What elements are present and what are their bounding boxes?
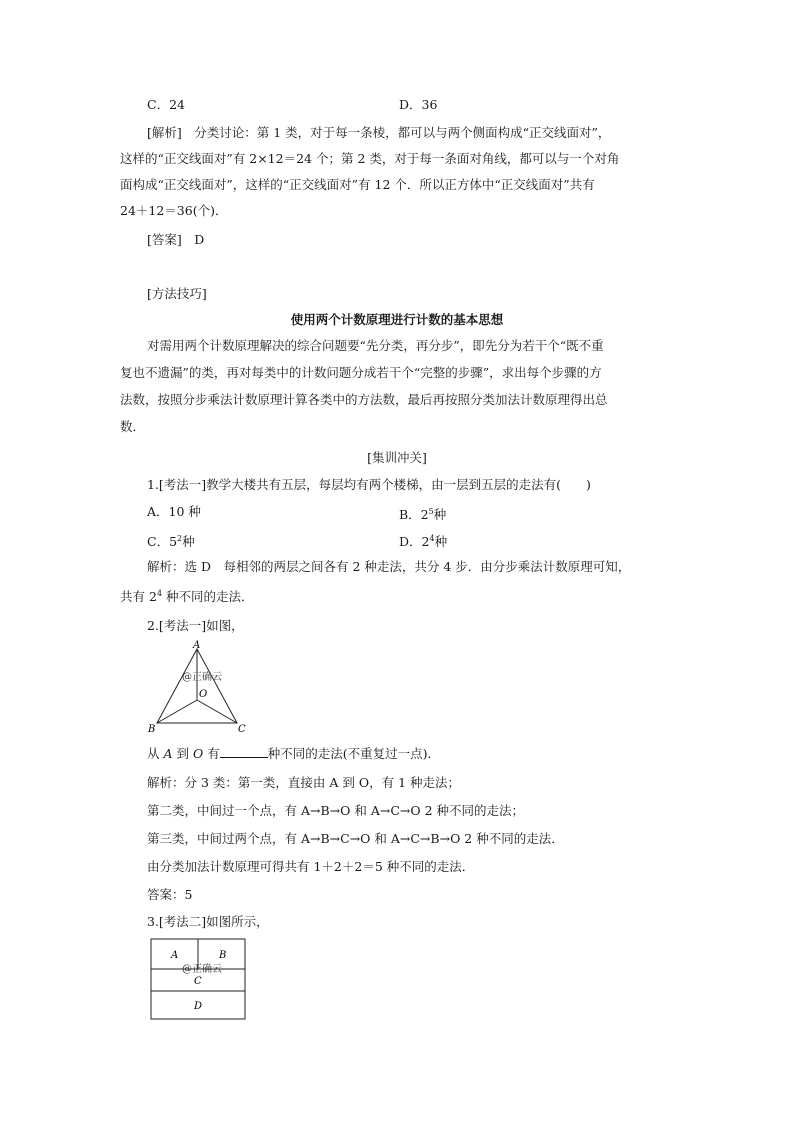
triangle-figure <box>140 638 260 738</box>
method-tag: [方法技巧] <box>147 286 207 301</box>
fig-label-b: B <box>148 724 156 735</box>
watermark: @正确云 <box>182 672 222 683</box>
q1-option-b: B．$2^5$种 <box>399 507 447 523</box>
q2-stem: 2.[考法一]如图， <box>147 618 244 633</box>
method-title: 使用两个计数原理进行计数的基本思想 <box>290 312 504 327</box>
q2-question: 从 A 到 O 有 种不同的走法(不重复过一点)． <box>147 746 440 761</box>
method-line: 对需用两个计数原理解决的综合问题要“先分类，再分步”，即先分为若干个“既不重 <box>147 338 604 353</box>
watermark: @正确云 <box>182 964 222 975</box>
answer-blank <box>220 746 268 758</box>
fig-label-a: A <box>193 640 201 651</box>
method-line: 数． <box>120 419 146 434</box>
q2-solution-line: 解析：分 3 类：第一类，直接由 A 到 O，有 1 种走法； <box>147 775 460 790</box>
fig-label-c: C <box>238 724 246 735</box>
analysis-line: 面构成“正交线面对”，这样的“正交线面对”有 12 个．所以正方体中“正交线面对”共有 <box>120 177 595 192</box>
q1-option-c: C．$5^2$种 <box>147 534 195 550</box>
option-d: D．36 <box>399 97 438 112</box>
option-c: C．24 <box>147 97 185 112</box>
q1-solution-end: 共有 $2^4$ 种不同的走法． <box>120 589 254 605</box>
q2-solution-line: 由分类加法计数原理可得共有 1＋2＋2＝5 种不同的走法． <box>147 859 475 874</box>
method-line: 复也不遗漏”的类，再对每类中的计数问题分成若干个“完整的步骤”，求出每个步骤的方 <box>120 365 602 380</box>
q2-answer: 答案：5 <box>147 887 193 902</box>
region-c: C <box>194 976 202 987</box>
q3-stem: 3.[考法二]如图所示， <box>147 914 269 929</box>
drill-header: [集训冲关] <box>367 450 427 465</box>
q1-option-d: D．$2^4$种 <box>399 534 448 550</box>
analysis-line: 24＋12＝36(个)． <box>120 203 228 218</box>
q2-solution-line: 第二类，中间过一个点，有 A→B→O 和 A→C→O 2 种不同的走法； <box>147 803 525 818</box>
region-figure <box>150 938 248 1022</box>
analysis-line: [解析] 分类讨论：第 1 类，对于每一条棱，都可以与两个侧面构成“正交线面对”， <box>147 125 611 140</box>
q2-solution-line: 第三类，中间过两个点，有 A→B→C→O 和 A→C→B→O 2 种不同的走法． <box>147 831 564 846</box>
q1-solution: 解析：选 D 每相邻的两层之间各有 2 种走法，共分 4 步．由分步乘法计数原理可知， <box>147 559 631 574</box>
region-b: B <box>219 950 227 961</box>
q1-stem: 1.[考法一]教学大楼共有五层，每层均有两个楼梯，由一层到五层的走法有( ) <box>147 477 591 492</box>
analysis-line: 这样的“正交线面对”有 2×12＝24 个；第 2 类，对于每一条面对角线，都可以与一个对角 <box>120 151 620 166</box>
fig-label-o: O <box>199 689 208 700</box>
q1-option-a: A．10 种 <box>147 504 201 519</box>
answer-line: [答案] D <box>147 232 205 247</box>
region-a: A <box>171 950 179 961</box>
method-line: 法数，按照分步乘法计数原理计算各类中的方法数，最后再按照分类加法计数原理得出总 <box>120 392 608 407</box>
region-d: D <box>194 1001 203 1012</box>
